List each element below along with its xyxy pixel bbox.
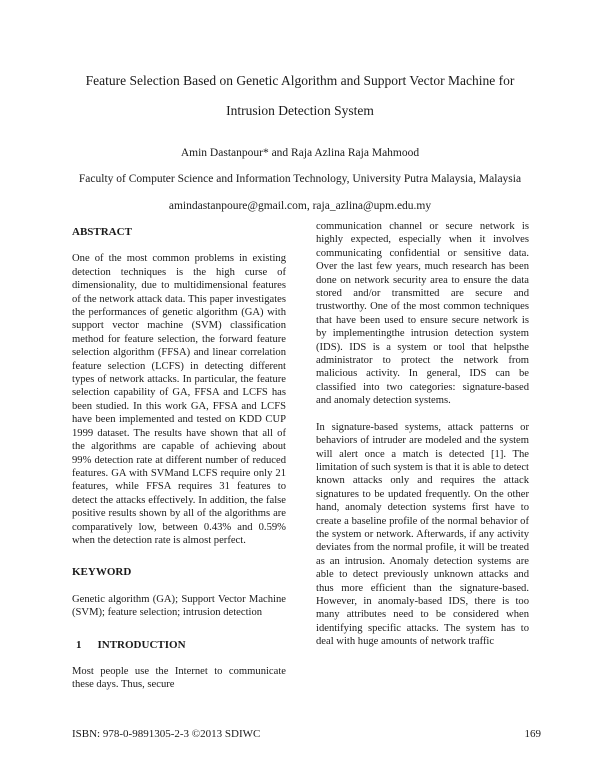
title-line-2: Intrusion Detection System	[226, 103, 374, 118]
introduction-text: Most people use the Internet to communicate these days. Thus, secure	[72, 665, 286, 691]
left-column	[72, 226, 286, 692]
keyword-heading: KEYWORD	[72, 566, 132, 579]
right-column	[316, 220, 529, 649]
authors: Amin Dastanpour* and Raja Azlina Raja Mahmood	[180, 147, 420, 159]
section-number: 1	[76, 638, 82, 651]
paragraph-2: In signature-based systems, attack patterns or behaviors of intruder are modeled and the system will alert once a match is detected [1]. The limitation of such system is that it is able to detect known attacks only and requires the attack signatures to be updated frequently. On the other hand, anomaly detection systems first have to create a baseline profile of the normal behavior of the system or network. Afterwards, if any activity deviates from the normal profile, it will be treated as an intrusion. Anomaly detection systems are able to detect previously unknown attacks and thus more efficient than the signature-based. However, in anomaly-based IDS, there is too many attributes need to be considered when identifying specific attacks. The system has to deal with huge amounts of network traffic	[316, 421, 529, 648]
introduction-heading	[72, 639, 286, 652]
abstract-text: One of the most common problems in existing detection techniques is the high curse of dimensionality, due to multidimensional features of the network attack data. This paper investigates the performances of genetic algorithm (GA) with support vector machine (SVM) classification method for feature selection, the forward feature selection algorithm (FFSA) and linear correlation feature selection (LCFS) in detecting different types of network attacks. In particular, the feature selection capability of GA, FFSA and LCFS has been studied. In this work GA, FFSA and LCFS have been implemented and tested on KDD CUP 1999 dataset. The results have shown that all of the algorithms are capable of achieving about 99% detection rate at different number of reduced features. GA with SVMand LCFS require only 21 features, while FFSA requires 31 features to detect the attacks effectively. In addition, the false positive results shown by all of the algorithms are comparatively low, between 0.43% and 0.59% when the detection rate is almost perfect.	[72, 253, 286, 546]
footer-isbn: ISBN: 978-0-9891305-2-3 ©2013 SDIWC	[72, 728, 261, 740]
paper-title	[40, 66, 560, 126]
page-number: 169	[524, 728, 541, 740]
author-emails: amindastanpoure@gmail.com, raja_azlina@upm.edu.my	[168, 200, 432, 212]
keyword-text: Genetic algorithm (GA); Support Vector Machine (SVM); feature selection; intrusion detection	[72, 593, 286, 619]
paragraph-1: communication channel or secure network is highly expected, especially when it involves communicating confidential or sensitive data. Over the last few years, much research has been done on network security area to ensure the data stored and/or transmitted are secure and trustworthy. One of the most common techniques that have been used to ensure secure network is by implementingthe intrusion detection system (IDS). IDS is a system or tool that helpsthe administrator to protect the network from malicious activity. In general, IDS can be classified into two categories: signature-based and anomaly detection systems.	[316, 221, 529, 407]
title-line-1: Feature Selection Based on Genetic Algorithm and Support Vector Machine for	[85, 73, 515, 88]
abstract-heading: ABSTRACT	[72, 226, 132, 238]
section-title: INTRODUCTION	[97, 638, 186, 651]
affiliation: Faculty of Computer Science and Information Technology, University Putra Malaysia, Malaysia	[78, 173, 522, 185]
